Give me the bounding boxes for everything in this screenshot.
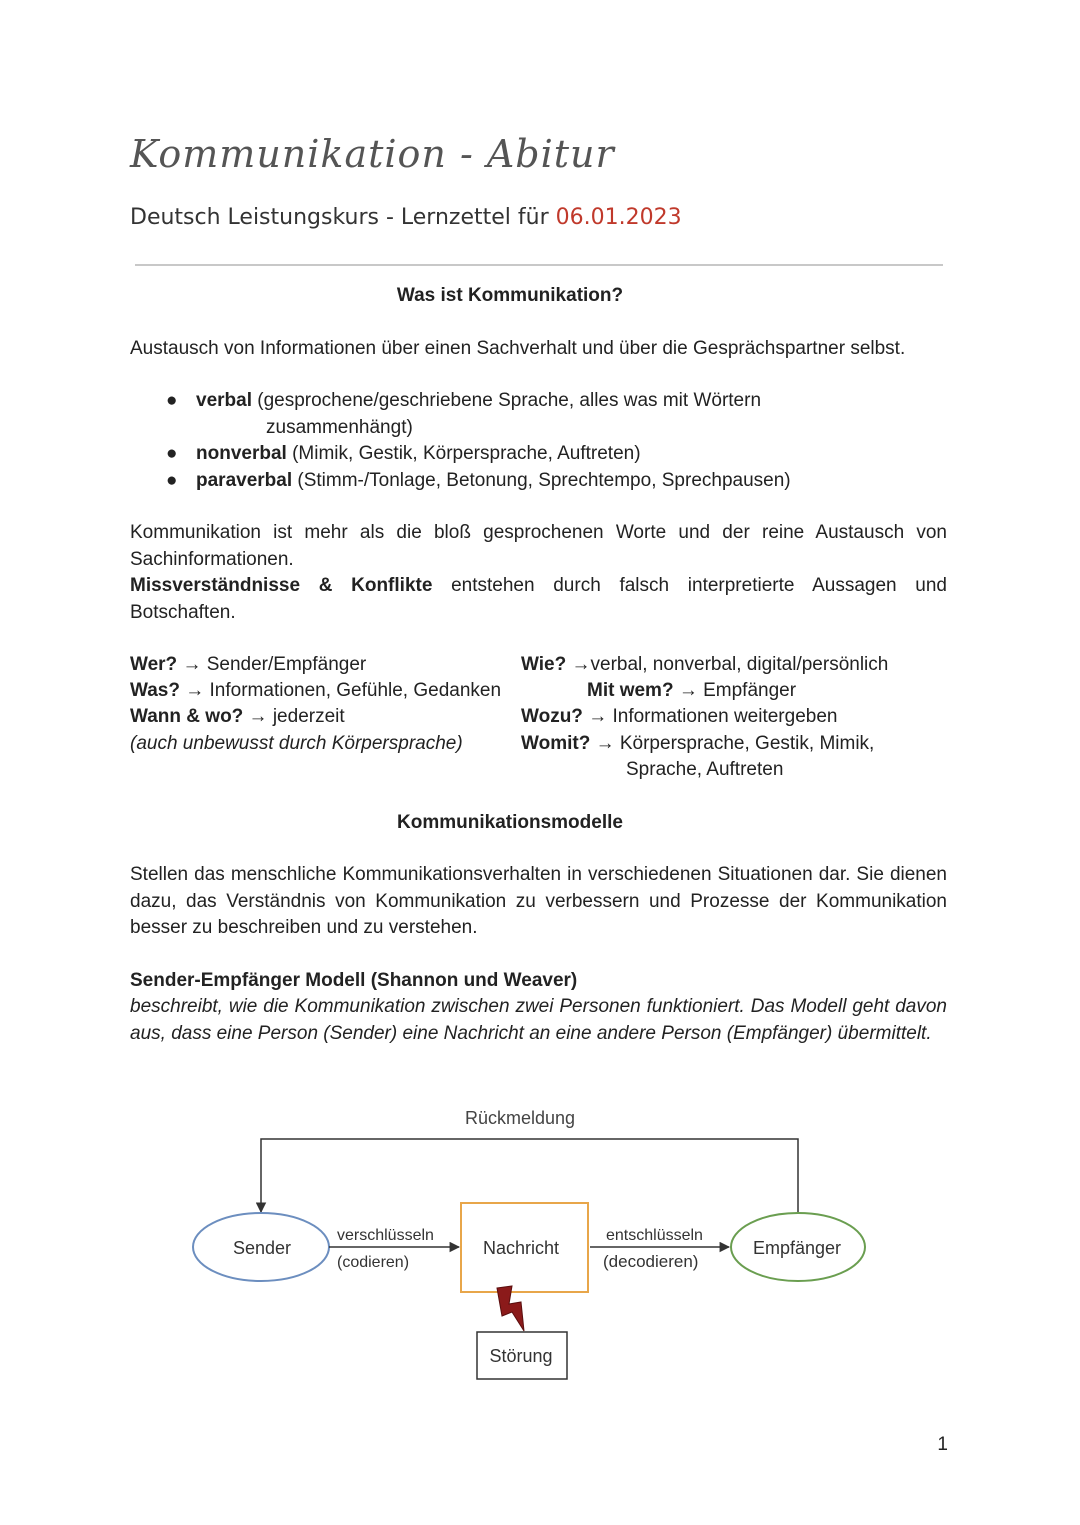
question-answer: →verbal, nonverbal, digital/persönlich <box>566 654 889 675</box>
section-heading-what-is-communication: Was ist Kommunikation? <box>396 285 624 306</box>
bullet-icon: ● <box>166 469 178 491</box>
term-paraverbal: paraverbal <box>196 469 293 491</box>
section-heading-models: Kommunikationsmodelle <box>397 812 623 833</box>
question-label: Wann & wo? <box>130 706 244 727</box>
paragraph-more-than-words: Kommunikation ist mehr als die bloß gesprochenen Worte und der reine Austausch von Sachinformationen. <box>130 522 947 570</box>
message-label: Nachricht <box>482 1238 560 1258</box>
encode-paren-label: (codieren) <box>337 1254 410 1271</box>
term-paraverbal-desc: (Stimm-/Tonlage, Betonung, Sprechtempo, Sprechpausen) <box>292 469 791 491</box>
question-womit-cont: Sprache, Auftreten <box>626 759 784 780</box>
sender-label: Sender <box>232 1238 292 1258</box>
bullet-icon: ● <box>166 390 178 411</box>
model-title: Sender-Empfänger Modell (Shannon und Weaver) <box>130 970 578 991</box>
definition-text: Austausch von Informationen über einen Sachverhalt und über die Gesprächspartner selbst. <box>130 338 906 359</box>
question-answer: → Informationen weitergeben <box>582 706 838 727</box>
question-wann-note: (auch unbewusst durch Körpersprache) <box>130 733 463 754</box>
subtitle-date: 06.01.2023 <box>555 205 682 230</box>
misunderstandings-rest: entstehen durch falsch interpretierte Aussagen und Botschaften. <box>130 575 947 623</box>
noise-label: Störung <box>489 1346 553 1366</box>
question-answer: → Informationen, Gefühle, Gedanken <box>179 680 502 701</box>
question-label: Wozu? <box>521 706 583 727</box>
question-answer: → Körpersprache, Gestik, Mimik, <box>590 733 875 754</box>
question-label: Was? <box>130 680 180 701</box>
term-verbal: verbal <box>196 390 252 411</box>
question-label: Mit wem? <box>587 680 674 701</box>
encode-label: verschlüsseln <box>337 1227 434 1244</box>
term-verbal-desc: (gesprochene/geschriebene Sprache, alles was mit Wörtern <box>251 390 762 411</box>
decode-paren-label: (decodieren) <box>603 1252 699 1271</box>
question-answer: → Sender/Empfänger <box>177 654 367 675</box>
models-intro: Stellen das menschliche Kommunikationsverhalten in verschiedenen Situationen dar. Sie dienen dazu, das Verständnis von Kommunikation zu verbessern und Prozesse der Kommunikation besser zu beschreiben und zu verstehen. <box>130 864 947 938</box>
question-label: Wer? <box>130 654 178 675</box>
bullet-icon: ● <box>166 443 178 464</box>
feedback-label: Rückmeldung <box>464 1108 576 1128</box>
receiver-label: Empfänger <box>752 1238 842 1258</box>
question-label: Womit? <box>521 733 591 754</box>
question-label: Wie? <box>521 654 567 675</box>
page-number: 1 <box>937 1434 948 1455</box>
model-description: beschreibt, wie die Kommunikation zwischen zwei Personen funktioniert. Das Modell geht davon aus, dass eine Person (Sender) eine Nachricht an eine andere Person (Empfänger) übermittelt. <box>130 996 947 1044</box>
page-title: Kommunikation - Abitur <box>130 132 615 176</box>
question-answer: → jederzeit <box>243 706 345 727</box>
term-verbal-desc-cont: zusammenhängt) <box>266 416 413 438</box>
subtitle-course: Deutsch Leistungskurs - Lernzettel für <box>130 205 549 230</box>
question-answer: → Empfänger <box>673 680 797 701</box>
misunderstandings-bold: Missverständnisse & Konflikte <box>130 575 433 596</box>
term-nonverbal: nonverbal <box>196 443 287 464</box>
feedback-arrow <box>261 1139 798 1212</box>
term-nonverbal-desc: (Mimik, Gestik, Körpersprache, Auftreten) <box>286 443 641 464</box>
decode-label: entschlüsseln <box>606 1227 703 1244</box>
